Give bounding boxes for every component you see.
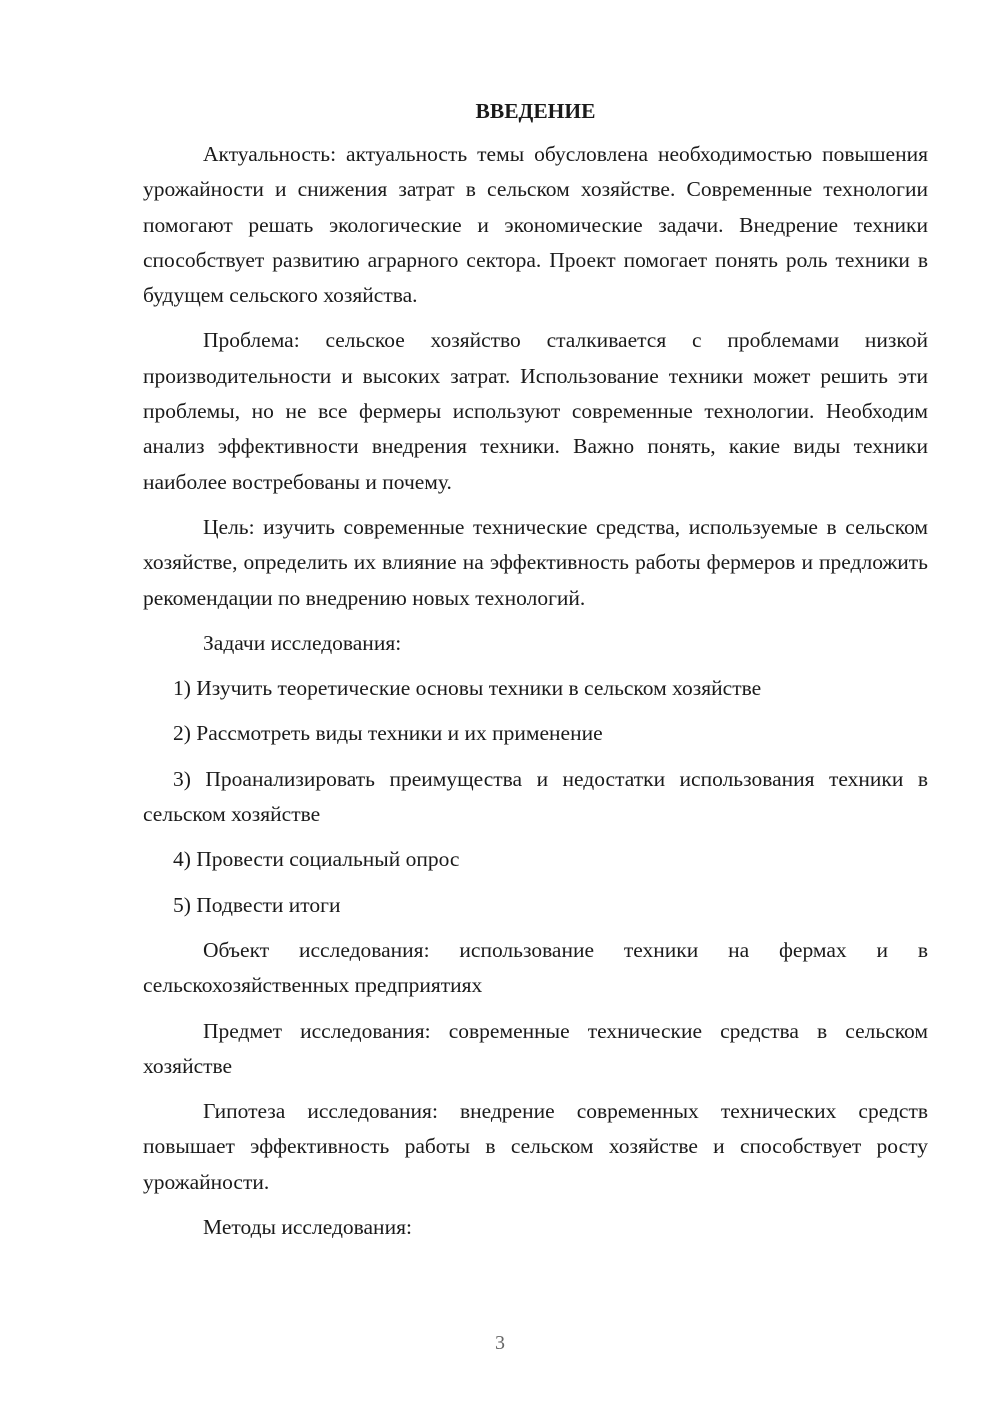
- paragraph-methods: Методы исследования:: [203, 1215, 412, 1240]
- paragraph-tasks-heading: Задачи исследования:: [203, 630, 402, 655]
- paragraph-subject: Предмет исследования: современные технические средства в сельском хозяйстве: [143, 1018, 928, 1078]
- section-title: ВВЕДЕНИЕ: [475, 99, 596, 123]
- paragraph-problem: Проблема: сельское хозяйство сталкивается с проблемами низкой производительности и высоких затрат. Использование техники может решить эти проблемы, но не все фермеры используют современные технологии. Необходим анализ эффективности внедрения техники. Важно понять, какие виды техники наиболее востребованы и почему.: [143, 328, 928, 494]
- task-item-3: 3) Проанализировать преимущества и недостатки использования техники в сельском хозяйстве: [143, 766, 928, 827]
- paragraph-goal: Цель: изучить современные технические средства, используемые в сельском хозяйстве, определить их влияние на эффективность работы фермеров и предложить рекомендации по внедрению новых технологий.: [143, 514, 928, 610]
- paragraph-relevance: Актуальность: актуальность темы обусловлена необходимостью повышения урожайности и снижения затрат в сельском хозяйстве. Современные технологии помогают решать экологические и экономические задачи. Внедрение техники способствует развитию аграрного сектора. Проект помогает понять роль техники в будущем сельского хозяйства.: [143, 142, 928, 308]
- task-item-4: 4) Провести социальный опрос: [173, 847, 460, 872]
- paragraph-hypothesis: Гипотеза исследования: внедрение современных технических средств повышает эффективность работы в сельском хозяйстве и способствует росту урожайности.: [143, 1099, 928, 1194]
- document-page: [143, 96, 928, 1255]
- page-number: 3: [495, 1332, 505, 1354]
- task-item-2: 2) Рассмотреть виды техники и их применение: [173, 721, 603, 746]
- task-item-5: 5) Подвести итоги: [173, 892, 341, 917]
- paragraph-object: Объект исследования: использование техники на фермах и в сельскохозяйственных предприятиях: [143, 937, 928, 998]
- task-item-1: 1) Изучить теоретические основы техники в сельском хозяйстве: [173, 676, 762, 701]
